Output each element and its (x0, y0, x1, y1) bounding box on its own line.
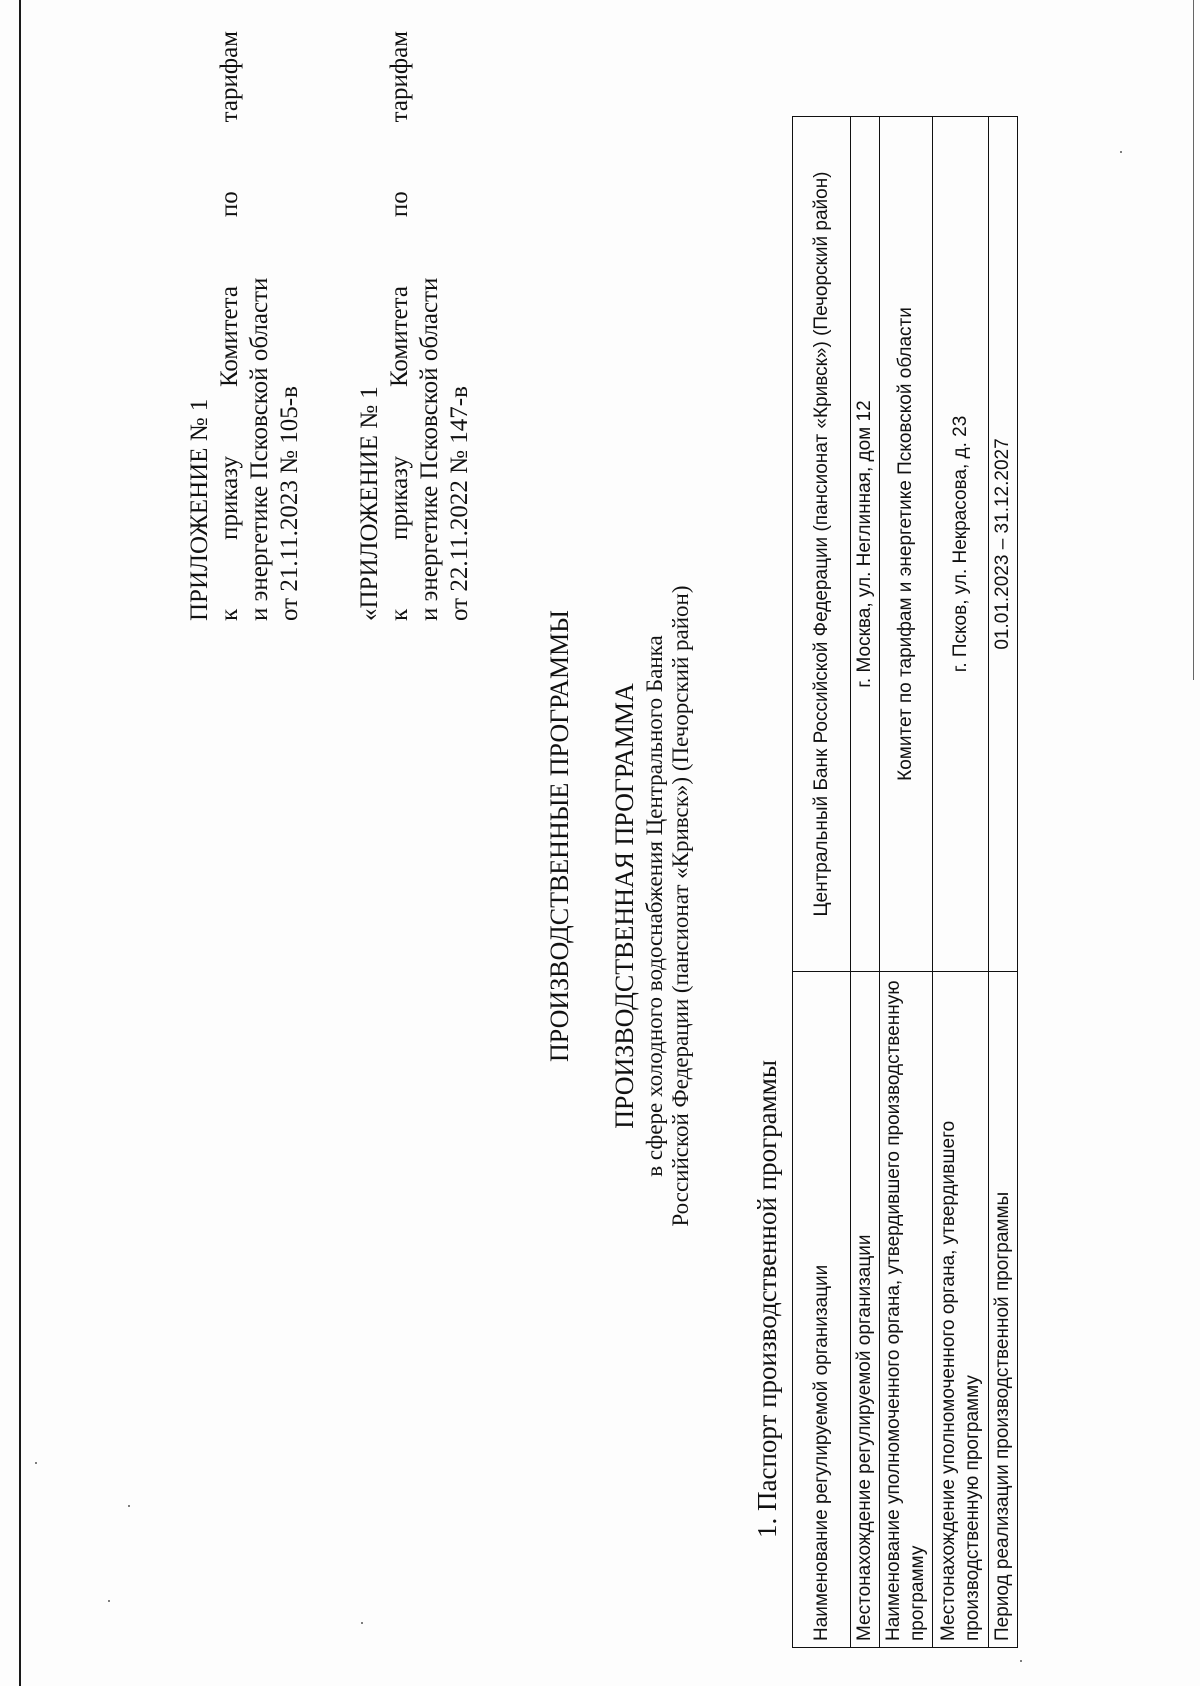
table-row (793, 117, 851, 1648)
heading-program: ПРОИЗВОДСТВЕННАЯ ПРОГРАММА (610, 683, 639, 1129)
row-value: 01.01.2023 – 31.12.2027 (989, 117, 1018, 972)
program-subtitle (642, 526, 694, 1286)
appendix-order-line: к приказу Комитета по тарифам (216, 31, 243, 621)
table-row (880, 117, 933, 1648)
appendix-title: «ПРИЛОЖЕНИЕ № 1 (356, 386, 383, 621)
row-label: Местонахождение регулируемой организации (851, 972, 880, 1648)
appendix-title: ПРИЛОЖЕНИЕ № 1 (186, 398, 213, 621)
passport-table (792, 116, 1018, 1648)
row-value: Центральный Банк Российской Федерации (пансионат «Кривск») (Печорский район) (793, 117, 851, 972)
row-value: г. Москва, ул. Неглинная, дом 12 (851, 117, 880, 972)
appendix-order-line: к приказу Комитета по тарифам (386, 31, 413, 621)
appendix-date-line: от 21.11.2023 № 105-в (276, 386, 303, 621)
appendix-previous (355, 31, 475, 621)
row-value: Комитет по тарифам и энергетике Псковской области (880, 117, 933, 972)
table-row (933, 117, 989, 1648)
appendix-current (185, 31, 305, 621)
appendix-date-line: от 22.11.2022 № 147-в (446, 386, 473, 621)
row-value: г. Псков, ул. Некрасова, д. 23 (933, 117, 989, 972)
table-row (851, 117, 880, 1648)
section-title: 1. Паспорт производственной программы (752, 1060, 782, 1538)
subtitle-line-1: в сфере холодного водоснабжения Центрального Банка (642, 635, 667, 1177)
table-row (989, 117, 1018, 1648)
appendix-committee-line: и энергетике Псковской области (246, 277, 273, 621)
appendix-committee-line: и энергетике Псковской области (416, 277, 443, 621)
row-label: Наименование уполномоченного органа, утвердившего производственную программу (880, 972, 933, 1648)
row-label: Наименование регулируемой организации (793, 972, 851, 1648)
heading-programs: ПРОИЗВОДСТВЕННЫЕ ПРОГРАММЫ (545, 610, 574, 1062)
row-label: Период реализации производственной программы (989, 972, 1018, 1648)
subtitle-line-2: Российской Федерации (пансионат «Кривск») (Печорский район) (668, 585, 693, 1227)
row-label: Местонахождение уполномоченного органа, утвердившего производственную программу (933, 972, 989, 1648)
